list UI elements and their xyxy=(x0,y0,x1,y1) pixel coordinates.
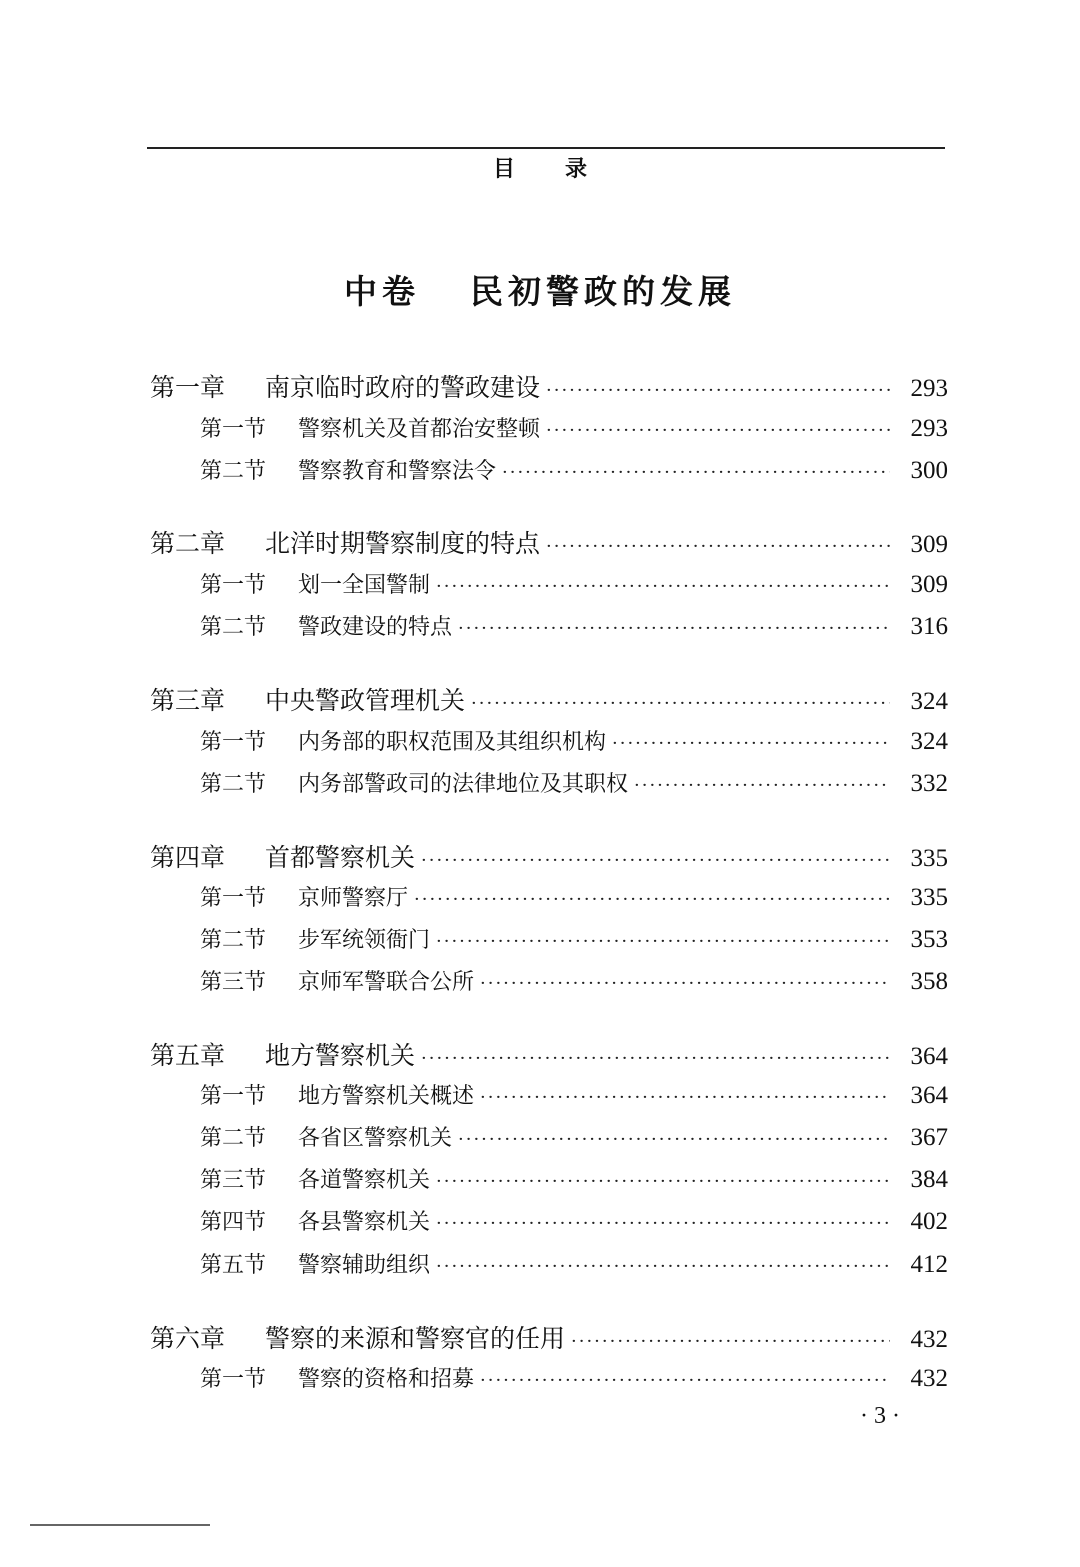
toc-leader-dots xyxy=(634,775,890,796)
toc-entry-number: 第四节 xyxy=(200,1210,267,1235)
toc-entry-title: 地方警察机关 xyxy=(265,1041,416,1070)
toc-page-number: 332 xyxy=(910,770,948,797)
toc-page-number: 364 xyxy=(910,1082,948,1109)
toc-section-entry[interactable] xyxy=(200,965,948,996)
toc-entry-number: 第二章 xyxy=(150,529,226,558)
toc-entry-title: 内务部警政司的法律地位及其职权 xyxy=(298,772,629,797)
toc-section-entry[interactable] xyxy=(200,1163,948,1194)
toc-section-entry[interactable] xyxy=(200,412,948,443)
page-number: · 3 · xyxy=(860,1403,900,1429)
toc-leader-dots xyxy=(436,1171,890,1192)
toc-section-entry[interactable] xyxy=(200,568,948,599)
toc-leader-dots xyxy=(480,1087,890,1108)
toc-page-number: 309 xyxy=(910,571,948,598)
toc-page-number: 309 xyxy=(910,531,948,558)
toc-leader-dots xyxy=(546,380,890,401)
toc-page-number: 412 xyxy=(910,1251,948,1278)
toc-leader-dots xyxy=(480,973,890,994)
toc-entry-title: 北洋时期警察制度的特点 xyxy=(265,529,541,558)
toc-section-entry[interactable] xyxy=(200,454,948,485)
toc-chapter-entry[interactable] xyxy=(150,368,948,404)
toc-entry-number: 第一节 xyxy=(200,417,267,442)
volume-label: 中卷 xyxy=(344,272,420,311)
toc-leader-dots xyxy=(612,733,890,754)
toc-entry-number: 第二节 xyxy=(200,1126,267,1151)
toc-entry-number: 第二节 xyxy=(200,615,267,640)
toc-entry-title: 南京临时政府的警政建设 xyxy=(265,373,541,402)
toc-entry-number: 第一节 xyxy=(200,1367,267,1392)
toc-section-entry[interactable] xyxy=(200,1121,948,1152)
toc-entry-number: 第六章 xyxy=(150,1324,226,1353)
toc-leader-dots xyxy=(458,1129,890,1150)
toc-entry-title: 警政建设的特点 xyxy=(298,615,453,640)
toc-entry-title: 各县警察机关 xyxy=(298,1210,431,1235)
toc-chapter-entry[interactable] xyxy=(150,1036,948,1072)
toc-section-entry[interactable] xyxy=(200,1205,948,1236)
toc-leader-dots xyxy=(436,576,890,597)
toc-entry-number: 第三节 xyxy=(200,1168,267,1193)
toc-section-entry[interactable] xyxy=(200,767,948,798)
toc-page-number: 384 xyxy=(910,1166,948,1193)
toc-page-number: 367 xyxy=(910,1124,948,1151)
toc-entry-title: 各省区警察机关 xyxy=(298,1126,453,1151)
toc-leader-dots xyxy=(571,1331,890,1352)
toc-leader-dots xyxy=(502,462,890,483)
toc-chapter-entry[interactable] xyxy=(150,524,948,560)
toc-entry-number: 第二节 xyxy=(200,772,267,797)
toc-leader-dots xyxy=(458,618,890,639)
toc-leader-dots xyxy=(436,931,890,952)
toc-entry-title: 划一全国警制 xyxy=(298,573,431,598)
toc-entry-title: 各道警察机关 xyxy=(298,1168,431,1193)
toc-entry-number: 第二节 xyxy=(200,928,267,953)
toc-page-number: 316 xyxy=(910,613,948,640)
toc-entry-title: 警察教育和警察法令 xyxy=(298,459,497,484)
toc-leader-dots xyxy=(546,536,890,557)
toc-entry-number: 第一节 xyxy=(200,573,267,598)
toc-page-number: 300 xyxy=(910,457,948,484)
toc-entry-title: 京师警察厅 xyxy=(298,886,409,911)
toc-page-number: 324 xyxy=(910,728,948,755)
toc-leader-dots xyxy=(480,1370,890,1391)
toc-section-entry[interactable] xyxy=(200,1362,948,1393)
toc-leader-dots xyxy=(436,1256,890,1277)
toc-entry-title: 步军统领衙门 xyxy=(298,928,431,953)
toc-entry-number: 第一节 xyxy=(200,886,267,911)
toc-section-entry[interactable] xyxy=(200,1248,948,1279)
toc-section-entry[interactable] xyxy=(200,881,948,912)
toc-section-entry[interactable] xyxy=(200,1079,948,1110)
toc-chapter-entry[interactable] xyxy=(150,838,948,874)
toc-entry-title: 警察的来源和警察官的任用 xyxy=(265,1324,566,1353)
toc-page-number: 335 xyxy=(910,845,948,872)
toc-section-entry[interactable] xyxy=(200,725,948,756)
toc-entry-title: 地方警察机关概述 xyxy=(298,1084,475,1109)
toc-entry-number: 第一节 xyxy=(200,1084,267,1109)
toc-entry-number: 第五章 xyxy=(150,1041,226,1070)
toc-page-number: 402 xyxy=(910,1208,948,1235)
toc-page-number: 432 xyxy=(910,1326,948,1353)
toc-leader-dots xyxy=(414,889,890,910)
running-header-title: 目录 xyxy=(492,157,637,182)
volume-name: 民初警政的发展 xyxy=(470,272,736,311)
toc-entry-number: 第五节 xyxy=(200,1253,267,1278)
toc-page-number: 432 xyxy=(910,1365,948,1392)
toc-chapter-entry[interactable] xyxy=(150,681,948,717)
toc-entry-title: 首都警察机关 xyxy=(265,843,416,872)
toc-section-entry[interactable] xyxy=(200,923,948,954)
toc-entry-number: 第一节 xyxy=(200,730,267,755)
toc-entry-title: 警察的资格和招募 xyxy=(298,1367,475,1392)
toc-entry-title: 警察机关及首都治安整顿 xyxy=(298,417,541,442)
toc-leader-dots xyxy=(436,1213,890,1234)
toc-page-number: 293 xyxy=(910,375,948,402)
toc-entry-title: 警察辅助组织 xyxy=(298,1253,431,1278)
toc-section-entry[interactable] xyxy=(200,610,948,641)
bottom-scan-rule xyxy=(30,1524,210,1526)
toc-entry-number: 第一章 xyxy=(150,373,226,402)
toc-chapter-entry[interactable] xyxy=(150,1319,948,1355)
toc-entry-title: 京师军警联合公所 xyxy=(298,970,475,995)
toc-leader-dots xyxy=(421,850,890,871)
toc-page-number: 353 xyxy=(910,926,948,953)
toc-page-number: 335 xyxy=(910,884,948,911)
toc-entry-title: 中央警政管理机关 xyxy=(265,686,466,715)
toc-entry-number: 第三章 xyxy=(150,686,226,715)
toc-page-number: 293 xyxy=(910,415,948,442)
toc-page-number: 324 xyxy=(910,688,948,715)
toc-page-number: 364 xyxy=(910,1043,948,1070)
toc-leader-dots xyxy=(421,1048,890,1069)
toc-leader-dots xyxy=(546,420,890,441)
toc-entry-number: 第二节 xyxy=(200,459,267,484)
toc-page-number: 358 xyxy=(910,968,948,995)
toc-entry-number: 第三节 xyxy=(200,970,267,995)
toc-entry-number: 第四章 xyxy=(150,843,226,872)
toc-entry-title: 内务部的职权范围及其组织机构 xyxy=(298,730,607,755)
toc-leader-dots xyxy=(471,693,890,714)
